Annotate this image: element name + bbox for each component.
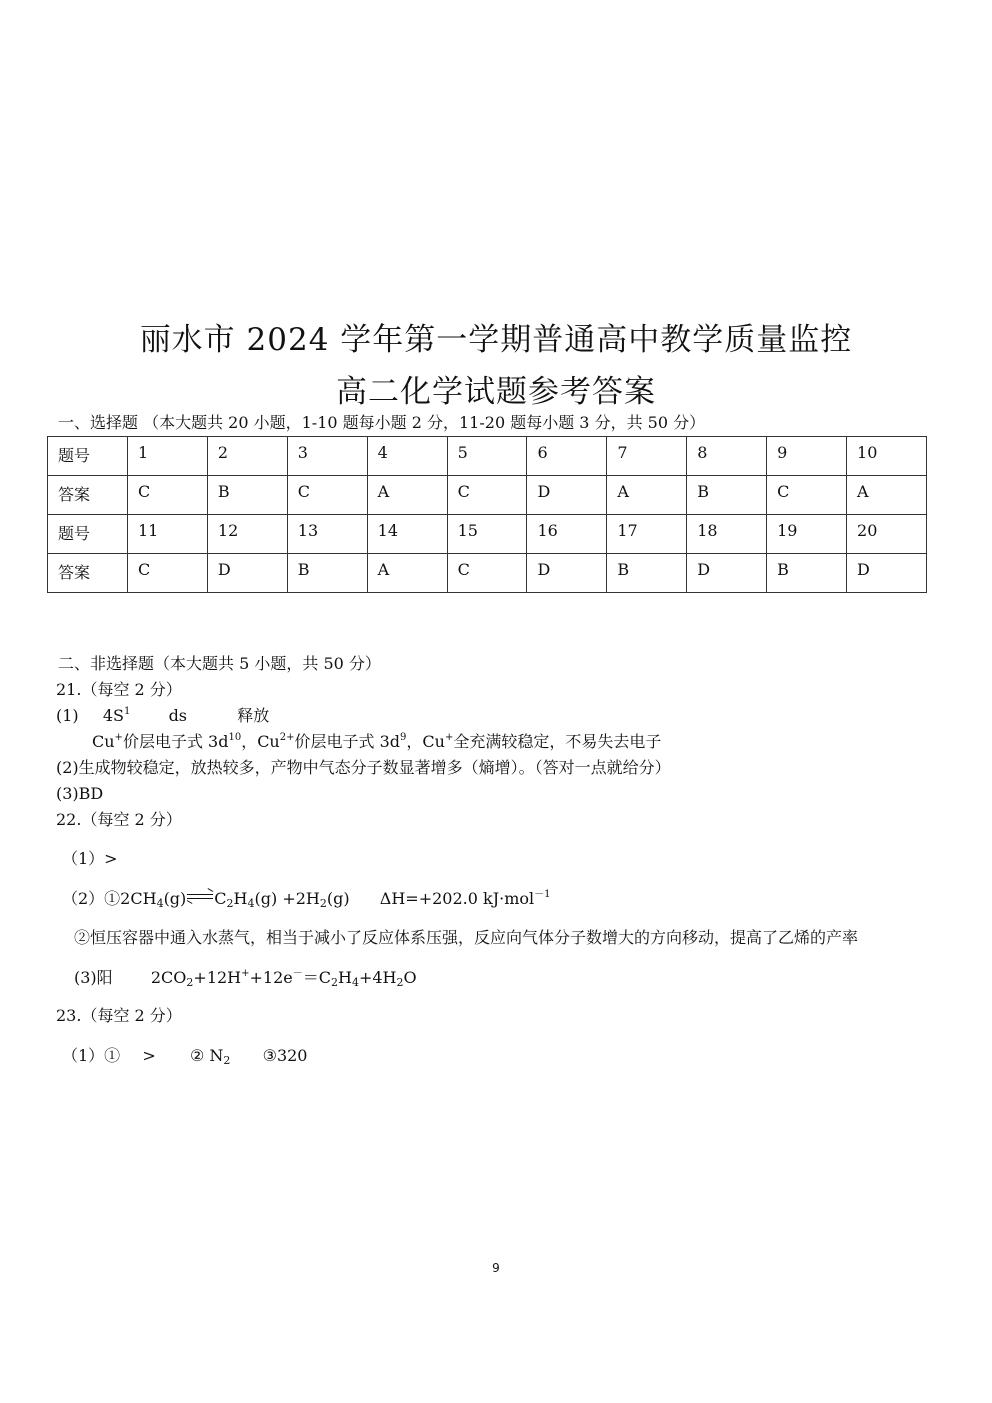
table-cell: 3	[287, 437, 367, 476]
eq-text-2: (g)	[163, 889, 187, 908]
eq-sub-2: 2	[226, 897, 234, 910]
table-cell: 16	[527, 515, 607, 554]
table-cell: 4	[367, 437, 447, 476]
equilibrium-arrow-icon	[187, 892, 213, 902]
enthalpy-unit-sup: －1	[534, 889, 551, 900]
eq-text-6: (g)	[326, 889, 350, 908]
answer-table	[47, 436, 927, 593]
table-cell: 8	[687, 437, 767, 476]
half-text-6: +4H	[358, 968, 397, 987]
eq-sub-1: 4	[156, 897, 164, 910]
table-cell: 20	[847, 515, 927, 554]
q23-part1-d: ③320	[262, 1046, 308, 1065]
table-cell: 15	[447, 515, 527, 554]
number-row-2	[48, 515, 927, 554]
q22-part3-label: (3)阳	[74, 968, 113, 987]
table-cell: D	[687, 554, 767, 593]
half-text-7: O	[403, 968, 417, 987]
table-cell: C	[447, 554, 527, 593]
expl-sup-4: 9	[400, 732, 407, 743]
table-cell: B	[287, 554, 367, 593]
title-line-2: 高二化学试题参考答案	[336, 374, 656, 410]
q23-part1	[62, 1046, 307, 1066]
q21-part1-label: (1)	[56, 706, 79, 725]
half-text-2: +12H	[193, 968, 242, 987]
half-sub-4: 2	[396, 976, 404, 989]
enthalpy-change: ΔH=+202.0 kJ·mol	[379, 889, 535, 908]
half-sub-2: 2	[331, 976, 338, 989]
number-row-1	[48, 437, 927, 476]
table-cell: D	[207, 554, 287, 593]
q23-head: 23.（每空 2 分）	[56, 1006, 182, 1025]
half-sup-2: －	[292, 968, 303, 979]
eq-text-1: （2）①2CH	[62, 889, 157, 908]
table-cell: 5	[447, 437, 527, 476]
half-sub-3: 4	[351, 976, 359, 989]
half-text-3: +12e	[249, 968, 293, 987]
table-cell: A	[367, 476, 447, 515]
q21-part1	[56, 706, 269, 726]
q21-part1-answer-a-sup: 1	[124, 706, 131, 717]
table-cell: 10	[847, 437, 927, 476]
eq-text-3: C	[214, 889, 227, 908]
half-text-1: 2CO	[150, 968, 187, 987]
table-cell: 13	[287, 515, 367, 554]
half-text-5: H	[338, 968, 352, 987]
table-cell: C	[447, 476, 527, 515]
table-cell: 17	[607, 515, 687, 554]
table-cell: B	[607, 554, 687, 593]
table-cell: 6	[527, 437, 607, 476]
title-line-1: 丽水市 2024 学年第一学期普通高中教学质量监控	[139, 322, 853, 358]
q21-part1-answer-a: 4S	[102, 706, 124, 725]
table-cell: 12	[207, 515, 287, 554]
eq-text-5: (g) +2H	[254, 889, 320, 908]
q22-part3	[74, 968, 417, 988]
answer-row-2	[48, 554, 927, 593]
half-sub-1: 2	[186, 976, 194, 989]
half-text-4: ＝C	[302, 968, 331, 987]
q21-part1-answer-c: 释放	[237, 706, 270, 725]
section1-heading: 一、选择题 （本大题共 20 小题，1-10 题每小题 2 分，11-20 题每小题 3 分，共 50 分）	[58, 413, 706, 432]
table-cell: D	[527, 554, 607, 593]
expl-text-1: Cu	[92, 732, 115, 751]
page-number: 9	[492, 1261, 500, 1275]
q21-part1-explanation	[92, 732, 661, 752]
table-cell: B	[207, 476, 287, 515]
expl-sup-1: +	[114, 732, 123, 743]
q22-part2-explanation: ②恒压容器中通入水蒸气，相当于减小了反应体系压强，反应向气体分子数增大的方向移动，提高了乙烯的产率	[74, 928, 859, 947]
table-cell: B	[687, 476, 767, 515]
eq-sub-3: 4	[247, 897, 255, 910]
table-cell: 1	[128, 437, 208, 476]
table-cell: 18	[687, 515, 767, 554]
table-cell: C	[128, 554, 208, 593]
q22-part1: （1）>	[62, 849, 118, 868]
table-cell: A	[607, 476, 687, 515]
q21-part1-answer-b: ds	[168, 706, 188, 725]
eq-text-4: H	[233, 889, 248, 908]
answer-row-1	[48, 476, 927, 515]
q22-part2-equation	[62, 889, 550, 909]
q23-part1-a: （1）①	[62, 1046, 121, 1065]
table-cell: A	[847, 476, 927, 515]
table-cell: A	[367, 554, 447, 593]
table-cell: D	[527, 476, 607, 515]
table-cell: 19	[767, 515, 847, 554]
q22-head: 22.（每空 2 分）	[56, 810, 182, 829]
q23-part1-c-sub: 2	[223, 1054, 231, 1067]
expl-text-6: 全充满较稳定，不易失去电子	[453, 732, 662, 751]
half-sup-1: +	[241, 968, 250, 979]
table-cell: C	[767, 476, 847, 515]
row-label-cell: 答案	[48, 476, 128, 515]
table-cell: 11	[128, 515, 208, 554]
expl-text-5: ，Cu	[406, 732, 445, 751]
row-label-cell: 题号	[48, 515, 128, 554]
table-cell: 7	[607, 437, 687, 476]
table-cell: 9	[767, 437, 847, 476]
table-cell: C	[287, 476, 367, 515]
table-cell: C	[128, 476, 208, 515]
section2-heading: 二、非选择题（本大题共 5 小题，共 50 分）	[58, 654, 381, 673]
row-label-cell: 题号	[48, 437, 128, 476]
expl-sup-5: +	[444, 732, 454, 743]
q23-part1-c: ② N	[189, 1046, 224, 1065]
q21-part3: (3)BD	[56, 784, 104, 803]
expl-text-3: ，Cu	[241, 732, 280, 751]
expl-text-4: 价层电子式 3d	[294, 732, 401, 751]
q21-head: 21.（每空 2 分）	[56, 680, 182, 699]
table-cell: 2	[207, 437, 287, 476]
eq-sub-4: 2	[319, 897, 327, 910]
q21-part2: (2)生成物较稳定，放热较多，产物中气态分子数显著增多（熵增）。（答对一点就给分）	[56, 758, 671, 777]
q23-part1-b: >	[142, 1046, 156, 1065]
row-label-cell: 答案	[48, 554, 128, 593]
table-cell: D	[847, 554, 927, 593]
table-cell: 14	[367, 515, 447, 554]
expl-sup-2: 10	[228, 732, 242, 743]
expl-sup-3: 2+	[279, 732, 295, 743]
expl-text-2: 价层电子式 3d	[122, 732, 229, 751]
table-cell: B	[767, 554, 847, 593]
